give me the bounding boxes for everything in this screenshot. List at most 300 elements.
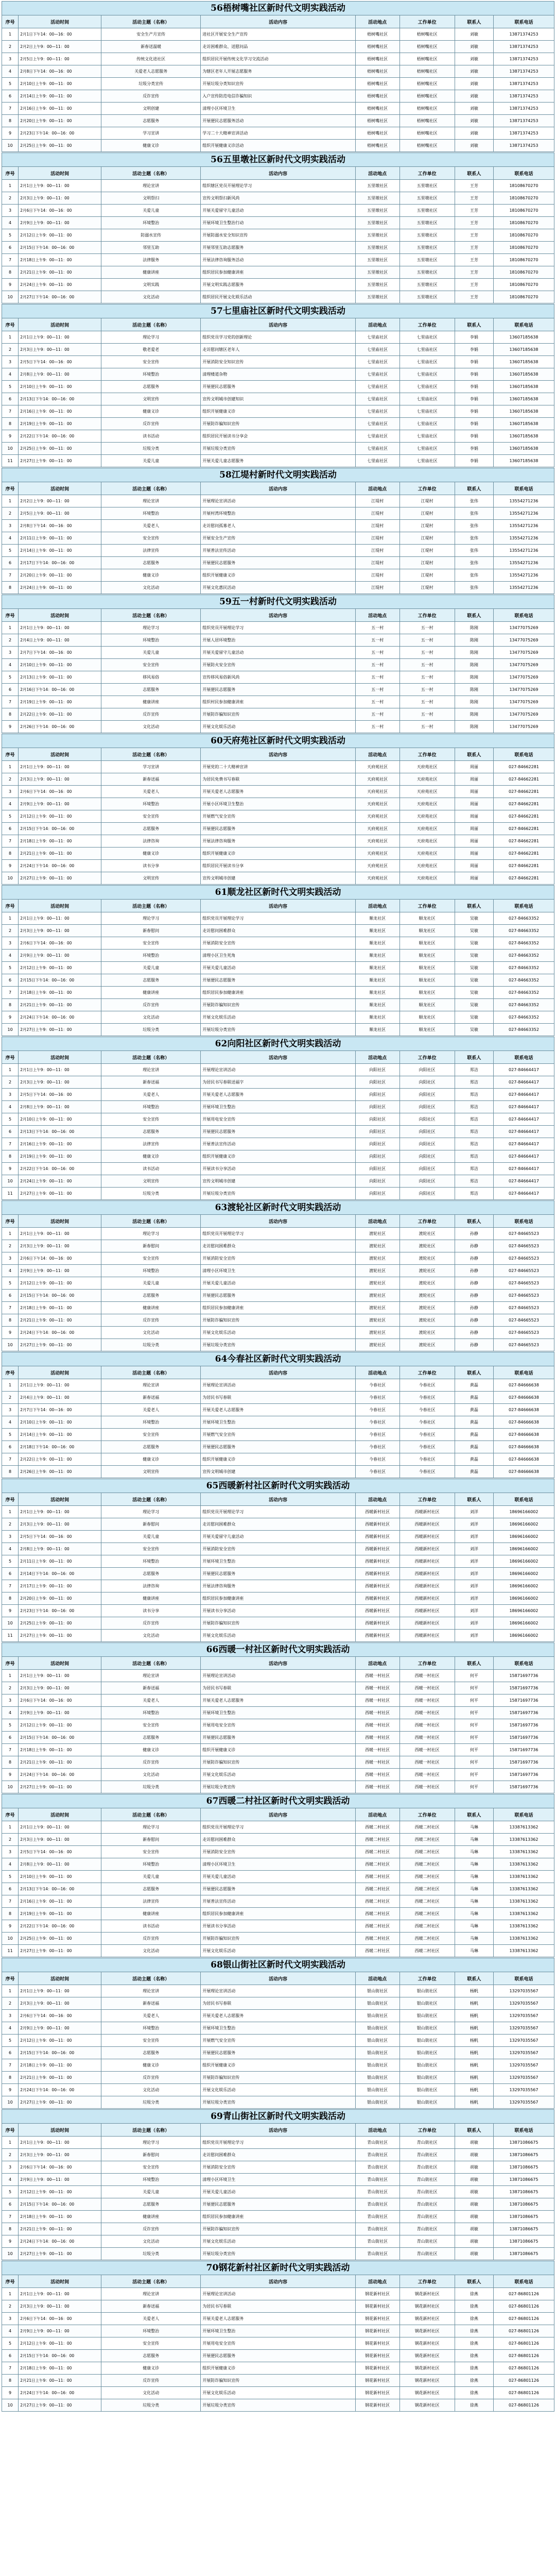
activity-content: 清理小区环境卫生 <box>201 1265 355 1277</box>
contact-phone: 15871697736 <box>493 1732 554 1744</box>
row-number: 5 <box>2 2337 19 2350</box>
table-row <box>2 1101 554 1113</box>
table-row <box>2 545 554 557</box>
activity-content: 组织辖区党员开展理论学习 <box>201 180 355 192</box>
activity-time: 2月27日上午9：00—11：00 <box>19 455 101 467</box>
contact-phone: 13871374253 <box>493 28 554 41</box>
table-row <box>2 1429 554 1441</box>
contact-person: 杨帆 <box>455 1985 493 1997</box>
table-row <box>2 798 554 810</box>
column-header: 联系电话 <box>493 1366 554 1379</box>
table-header-row <box>2 318 554 331</box>
activity-section <box>2 1794 554 1957</box>
activity-content: 组织开展健康义诊 <box>201 848 355 860</box>
contact-person: 孙静 <box>455 1228 493 1240</box>
table-row <box>2 418 554 430</box>
contact-phone: 027-84662281 <box>493 786 554 798</box>
table-row <box>2 1580 554 1592</box>
contact-phone: 13297035567 <box>493 2047 554 2059</box>
activity-time: 2月1日上午9：00—11：00 <box>19 1228 101 1240</box>
row-number: 4 <box>2 532 19 545</box>
activity-table <box>2 15 554 152</box>
work-unit: 西暖二村社区 <box>399 1933 455 1945</box>
activity-place: 天府苑社区 <box>355 860 399 872</box>
table-header-row <box>2 167 554 180</box>
contact-phone: 13477075269 <box>493 708 554 721</box>
activity-content: 开展便民志愿服务 <box>201 557 355 569</box>
work-unit: 五一村 <box>399 684 455 696</box>
activity-time: 2月24日上午9：00—11：00 <box>19 279 101 291</box>
work-unit: 钢花新村社区 <box>399 2300 455 2313</box>
activity-place: 江堤村 <box>355 545 399 557</box>
contact-person: 张伟 <box>455 495 493 507</box>
column-header: 活动内容 <box>201 748 355 761</box>
activity-theme: 文明祭扫 <box>101 192 201 205</box>
column-header: 活动地点 <box>355 482 399 495</box>
contact-person: 李娟 <box>455 393 493 405</box>
activity-time: 2月8日上午9：00—11：00 <box>19 1858 101 1871</box>
activity-table <box>2 1214 554 1351</box>
activity-content: 开展垃圾分类宣传 <box>201 1339 355 1351</box>
activity-theme: 环境整治 <box>101 950 201 962</box>
activity-time: 2月19日上午9：00—11：00 <box>19 1908 101 1920</box>
work-unit: 向阳社区 <box>399 1076 455 1089</box>
contact-phone: 15871697736 <box>493 1756 554 1769</box>
activity-time: 2月15日下午14：00—16：00 <box>19 2047 101 2059</box>
work-unit: 向阳社区 <box>399 1163 455 1175</box>
table-header-row <box>2 1051 554 1064</box>
column-header: 活动时间 <box>19 2275 101 2288</box>
column-header: 活动主题（名称） <box>101 1051 201 1064</box>
contact-person: 王芳 <box>455 229 493 242</box>
contact-phone: 13554271236 <box>493 507 554 520</box>
activity-place: 向阳社区 <box>355 1150 399 1163</box>
table-row <box>2 2375 554 2387</box>
work-unit: 五一村 <box>399 634 455 647</box>
column-header: 活动时间 <box>19 1808 101 1821</box>
contact-phone: 18108670270 <box>493 192 554 205</box>
contact-phone: 13387613362 <box>493 1834 554 1846</box>
table-row <box>2 761 554 773</box>
work-unit: 钢花新村社区 <box>399 2337 455 2350</box>
table-row <box>2 2313 554 2325</box>
contact-phone: 13297035567 <box>493 2010 554 2022</box>
activity-place: 五一村 <box>355 684 399 696</box>
activity-place: 五里墩社区 <box>355 180 399 192</box>
activity-theme: 环境整治 <box>101 2325 201 2337</box>
activity-content: 开展关爱老人志愿服务 <box>201 786 355 798</box>
activity-place: 天府苑社区 <box>355 835 399 848</box>
activity-content: 开展法律咨询服务活动 <box>201 254 355 266</box>
activity-place: 五一村 <box>355 721 399 733</box>
activity-theme: 理论学习 <box>101 1506 201 1518</box>
contact-phone: 027-84663352 <box>493 999 554 1011</box>
work-unit: 七里庙社区 <box>399 381 455 393</box>
row-number: 4 <box>2 1416 19 1429</box>
activity-place: 向阳社区 <box>355 1163 399 1175</box>
activity-time: 2月3日上午9：00—11：00 <box>19 192 101 205</box>
column-header: 活动内容 <box>201 1215 355 1228</box>
activity-content: 开展便民志愿服务活动 <box>201 115 355 127</box>
contact-person: 吴敏 <box>455 937 493 950</box>
activity-theme: 法律宣传 <box>101 545 201 557</box>
row-number: 8 <box>2 1592 19 1605</box>
column-header: 活动内容 <box>201 15 355 28</box>
activity-content: 组织党员开展理论学习 <box>201 912 355 925</box>
contact-person: 郑洁 <box>455 1188 493 1200</box>
contact-phone: 18108670270 <box>493 180 554 192</box>
table-row <box>2 937 554 950</box>
activity-place: 钢花新村社区 <box>355 2337 399 2350</box>
contact-phone: 027-84663352 <box>493 950 554 962</box>
activity-theme: 志愿服务 <box>101 2198 201 2211</box>
activity-time: 2月17日下午14：00—16：00 <box>19 557 101 569</box>
activity-time: 2月24日下午14：00—16：00 <box>19 2084 101 2096</box>
activity-content: 走访慰问困难群众 <box>201 1240 355 1252</box>
row-number: 9 <box>2 127 19 140</box>
table-row <box>2 684 554 696</box>
table-header-row <box>2 748 554 761</box>
activity-time: 2月15日下午14：00—16：00 <box>19 2198 101 2211</box>
contact-phone: 13871086675 <box>493 2223 554 2235</box>
activity-content: 开展党的二十大精神宣讲 <box>201 761 355 773</box>
contact-person: 刘敏 <box>455 103 493 115</box>
section-title: 69青山街社区新时代文明实践活动 <box>2 2109 554 2123</box>
activity-theme: 关爱儿童 <box>101 1531 201 1543</box>
activity-time: 2月21日上午9：00—11：00 <box>19 999 101 1011</box>
column-header: 工作单位 <box>399 1051 455 1064</box>
row-number: 9 <box>2 279 19 291</box>
activity-time: 2月9日上午9：00—11：00 <box>19 2174 101 2186</box>
row-number: 7 <box>2 1302 19 1314</box>
contact-phone: 18696166002 <box>493 1605 554 1617</box>
table-header-row <box>2 15 554 28</box>
activity-content: 清理楼道杂物 <box>201 368 355 381</box>
contact-phone: 027-84664417 <box>493 1126 554 1138</box>
work-unit: 今春社区 <box>399 1453 455 1466</box>
table-row <box>2 266 554 279</box>
row-number: 10 <box>2 872 19 885</box>
activity-time: 2月24日下午14：00—16：00 <box>19 1011 101 1024</box>
contact-phone: 027-84662281 <box>493 810 554 823</box>
work-unit: 梧树嘴社区 <box>399 28 455 41</box>
column-header: 活动地点 <box>355 167 399 180</box>
row-number: 1 <box>2 2137 19 2149</box>
activity-place: 向阳社区 <box>355 1089 399 1101</box>
section-title: 65西暖新村社区新时代文明实践活动 <box>2 1479 554 1493</box>
row-number: 9 <box>2 1769 19 1781</box>
activity-place: 五一村 <box>355 708 399 721</box>
activity-content: 清理小区环境卫生 <box>201 103 355 115</box>
column-header: 序号 <box>2 1493 19 1506</box>
activity-place: 江堤村 <box>355 520 399 532</box>
contact-phone: 18108670270 <box>493 217 554 229</box>
row-number: 10 <box>2 2399 19 2412</box>
activity-place: 江堤村 <box>355 557 399 569</box>
activity-theme: 垃圾分类宣传 <box>101 78 201 90</box>
activity-content: 走访慰问辖区老年人 <box>201 344 355 356</box>
activity-place: 银山街社区 <box>355 2047 399 2059</box>
contact-phone: 15871697736 <box>493 1769 554 1781</box>
activity-theme: 反诈宣传 <box>101 2072 201 2084</box>
column-header: 活动地点 <box>355 1657 399 1670</box>
contact-person: 吴敏 <box>455 950 493 962</box>
contact-phone: 13477075269 <box>493 671 554 684</box>
activity-place: 钢花新村社区 <box>355 2288 399 2300</box>
activity-content: 开展便民志愿服务 <box>201 381 355 393</box>
activity-section <box>2 885 554 1036</box>
column-header: 联系电话 <box>493 167 554 180</box>
contact-phone: 13297035567 <box>493 2084 554 2096</box>
row-number: 2 <box>2 1240 19 1252</box>
contact-phone: 13607185638 <box>493 405 554 418</box>
contact-person: 刘洋 <box>455 1580 493 1592</box>
activity-theme: 读书活动 <box>101 1163 201 1175</box>
activity-theme: 环境整治 <box>101 1265 201 1277</box>
table-row <box>2 53 554 65</box>
table-row <box>2 2174 554 2186</box>
row-number: 4 <box>2 950 19 962</box>
activity-content: 开展燃气安全宣传 <box>201 810 355 823</box>
activity-content: 开展防溺水安全知识宣传 <box>201 229 355 242</box>
column-header: 联系人 <box>455 1051 493 1064</box>
activity-time: 2月6日下午14：00—16：00 <box>19 1252 101 1265</box>
activity-content: 开展环境卫生整治 <box>201 2022 355 2035</box>
activity-place: 银山街社区 <box>355 1997 399 2010</box>
contact-phone: 13607185638 <box>493 455 554 467</box>
contact-person: 王芳 <box>455 205 493 217</box>
row-number: 7 <box>2 835 19 848</box>
activity-content: 开展便民志愿服务 <box>201 1441 355 1453</box>
activity-theme: 健康义诊 <box>101 2059 201 2072</box>
work-unit: 梧树嘴社区 <box>399 78 455 90</box>
table-row <box>2 647 554 659</box>
column-header: 联系人 <box>455 1657 493 1670</box>
activity-content: 宣传移风易俗新风尚 <box>201 671 355 684</box>
contact-person: 胡敏 <box>455 2161 493 2174</box>
work-unit: 西暖新村社区 <box>399 1555 455 1568</box>
activity-content: 开展普法宣传活动 <box>201 1895 355 1908</box>
column-header: 活动时间 <box>19 609 101 622</box>
activity-theme: 理论学习 <box>101 2137 201 2149</box>
activity-theme: 文明宣传 <box>101 872 201 885</box>
activity-time: 2月3日上午9：00—11：00 <box>19 925 101 937</box>
activity-place: 顺龙社区 <box>355 912 399 925</box>
activity-time: 2月27日上午9：00—11：00 <box>19 872 101 885</box>
activity-theme: 环境整治 <box>101 507 201 520</box>
contact-phone: 18108670270 <box>493 242 554 254</box>
row-number: 9 <box>2 1605 19 1617</box>
column-header: 联系电话 <box>493 1493 554 1506</box>
work-unit: 西暖一村社区 <box>399 1694 455 1707</box>
row-number: 9 <box>2 1920 19 1933</box>
table-row <box>2 634 554 647</box>
activity-place: 钢花新村社区 <box>355 2387 399 2399</box>
row-number: 1 <box>2 1379 19 1392</box>
activity-time: 2月27日上午9：00—11：00 <box>19 1945 101 1957</box>
table-row <box>2 1908 554 1920</box>
activity-theme: 反诈宣传 <box>101 1933 201 1945</box>
activity-content: 开展防诈骗知识宣传 <box>201 2223 355 2235</box>
column-header: 联系人 <box>455 1215 493 1228</box>
row-number: 9 <box>2 1163 19 1175</box>
activity-time: 2月8日下午14：00—16：00 <box>19 65 101 78</box>
activity-content: 组织居民开展传统文化学习交流活动 <box>201 53 355 65</box>
work-unit: 向阳社区 <box>399 1138 455 1150</box>
contact-person: 李娟 <box>455 331 493 344</box>
contact-person: 吴敏 <box>455 1011 493 1024</box>
activity-content: 清理小区环境卫生 <box>201 1858 355 1871</box>
activity-content: 开展便民志愿服务 <box>201 2198 355 2211</box>
activity-content: 开展防诈骗知识宣传 <box>201 418 355 430</box>
activity-time: 2月9日上午9：00—11：00 <box>19 1265 101 1277</box>
column-header: 工作单位 <box>399 15 455 28</box>
activity-place: 天府苑社区 <box>355 786 399 798</box>
activity-section <box>2 152 554 303</box>
activity-theme: 文明宣传 <box>101 393 201 405</box>
activity-theme: 文化活动 <box>101 1769 201 1781</box>
activity-place: 青山街社区 <box>355 2161 399 2174</box>
column-header: 活动时间 <box>19 1972 101 1985</box>
section-title: 63渡轮社区新时代文明实践活动 <box>2 1200 554 1214</box>
row-number: 6 <box>2 90 19 103</box>
activity-place: 西暖一村社区 <box>355 1732 399 1744</box>
table-row <box>2 2035 554 2047</box>
row-number: 6 <box>2 974 19 987</box>
row-number: 2 <box>2 192 19 205</box>
contact-person: 马琳 <box>455 1858 493 1871</box>
activity-time: 2月6日下午14：00—16：00 <box>19 937 101 950</box>
column-header: 活动地点 <box>355 2124 399 2137</box>
activity-theme: 读书活动 <box>101 1920 201 1933</box>
column-header: 联系人 <box>455 167 493 180</box>
activity-theme: 安全宣传 <box>101 2161 201 2174</box>
activity-time: 2月27日上午9：00—11：00 <box>19 2399 101 2412</box>
contact-phone: 027-84664417 <box>493 1150 554 1163</box>
activity-theme: 环境整治 <box>101 798 201 810</box>
activity-theme: 健康义诊 <box>101 1744 201 1756</box>
activity-place: 银山街社区 <box>355 2022 399 2035</box>
contact-phone: 13387613362 <box>493 1945 554 1957</box>
contact-phone: 13607185638 <box>493 331 554 344</box>
activity-place: 西暖二村社区 <box>355 1920 399 1933</box>
table-row <box>2 1126 554 1138</box>
activity-content: 开展消防安全宣传 <box>201 1846 355 1858</box>
work-unit: 银山街社区 <box>399 2084 455 2096</box>
contact-person: 刘敏 <box>455 115 493 127</box>
column-header: 联系电话 <box>493 2124 554 2137</box>
activity-content: 开展消防安全宣传 <box>201 1543 355 1555</box>
contact-person: 何平 <box>455 1707 493 1719</box>
activity-content: 开展垃圾分类宣传 <box>201 2399 355 2412</box>
column-header: 序号 <box>2 609 19 622</box>
table-row <box>2 1985 554 1997</box>
activity-time: 2月18日上午9：00—11：00 <box>19 254 101 266</box>
activity-theme: 志愿服务 <box>101 1568 201 1580</box>
row-number: 9 <box>2 430 19 443</box>
column-header: 活动内容 <box>201 482 355 495</box>
contact-person: 周丽 <box>455 872 493 885</box>
contact-person: 郑洁 <box>455 1150 493 1163</box>
activity-time: 2月13日上午9：00—11：00 <box>19 671 101 684</box>
work-unit: 江堤村 <box>399 557 455 569</box>
activity-time: 2月1日上午9：00—11：00 <box>19 761 101 773</box>
column-header: 联系电话 <box>493 609 554 622</box>
row-number: 8 <box>2 115 19 127</box>
column-header: 联系人 <box>455 900 493 912</box>
activity-time: 2月14日上午9：00—11：00 <box>19 1429 101 1441</box>
table-row <box>2 1555 554 1568</box>
contact-phone: 13554271236 <box>493 545 554 557</box>
contact-phone: 027-86801126 <box>493 2325 554 2337</box>
column-header: 序号 <box>2 1808 19 1821</box>
row-number: 6 <box>2 242 19 254</box>
row-number: 6 <box>2 1732 19 1744</box>
row-number: 9 <box>2 1327 19 1339</box>
row-number: 8 <box>2 418 19 430</box>
activity-table <box>2 608 554 733</box>
row-number: 3 <box>2 2161 19 2174</box>
work-unit: 西暖新村社区 <box>399 1506 455 1518</box>
contact-phone: 13387613362 <box>493 1908 554 1920</box>
activity-theme: 健康义诊 <box>101 1150 201 1163</box>
activity-time: 2月21日上午9：00—11：00 <box>19 1314 101 1327</box>
contact-person: 胡敏 <box>455 2174 493 2186</box>
contact-phone: 18696166002 <box>493 1543 554 1555</box>
activity-table <box>2 1366 554 1478</box>
table-row <box>2 1670 554 1682</box>
activity-section <box>2 1352 554 1478</box>
activity-content: 组织村民参加健康讲座 <box>201 696 355 708</box>
activity-place: 渡轮社区 <box>355 1302 399 1314</box>
activity-time: 2月4日上午9：00—11：00 <box>19 1392 101 1404</box>
activity-theme: 文化活动 <box>101 1630 201 1642</box>
activity-place: 钢花新村社区 <box>355 2399 399 2412</box>
table-row <box>2 2350 554 2362</box>
contact-phone: 13387613362 <box>493 1883 554 1895</box>
column-header: 联系电话 <box>493 748 554 761</box>
activity-time: 2月18日上午9：00—11：00 <box>19 2362 101 2375</box>
activity-content: 开展防诈骗知识宣传 <box>201 1617 355 1630</box>
activity-content: 为居民书写春联 <box>201 1392 355 1404</box>
contact-phone: 027-86801126 <box>493 2375 554 2387</box>
table-row <box>2 2022 554 2035</box>
table-row <box>2 115 554 127</box>
activity-theme: 关爱儿童 <box>101 205 201 217</box>
row-number: 7 <box>2 987 19 999</box>
row-number: 8 <box>2 1908 19 1920</box>
activity-theme: 环境整治 <box>101 2174 201 2186</box>
contact-phone: 13387613362 <box>493 1871 554 1883</box>
activity-theme: 健康义诊 <box>101 848 201 860</box>
work-unit: 七里庙社区 <box>399 443 455 455</box>
contact-phone: 027-86801126 <box>493 2387 554 2399</box>
activity-place: 顺龙社区 <box>355 925 399 937</box>
activity-table <box>2 899 554 1036</box>
contact-phone: 027-84663352 <box>493 962 554 974</box>
activity-place: 青山街社区 <box>355 2235 399 2248</box>
contact-phone: 13477075269 <box>493 721 554 733</box>
contact-phone: 027-84663352 <box>493 974 554 987</box>
table-row <box>2 1781 554 1793</box>
contact-person: 陈刚 <box>455 659 493 671</box>
row-number: 4 <box>2 217 19 229</box>
row-number: 7 <box>2 696 19 708</box>
activity-time: 2月20日上午9：00—11：00 <box>19 569 101 582</box>
row-number: 2 <box>2 1997 19 2010</box>
work-unit: 西暖二村社区 <box>399 1858 455 1871</box>
activity-place: 银山街社区 <box>355 2072 399 2084</box>
